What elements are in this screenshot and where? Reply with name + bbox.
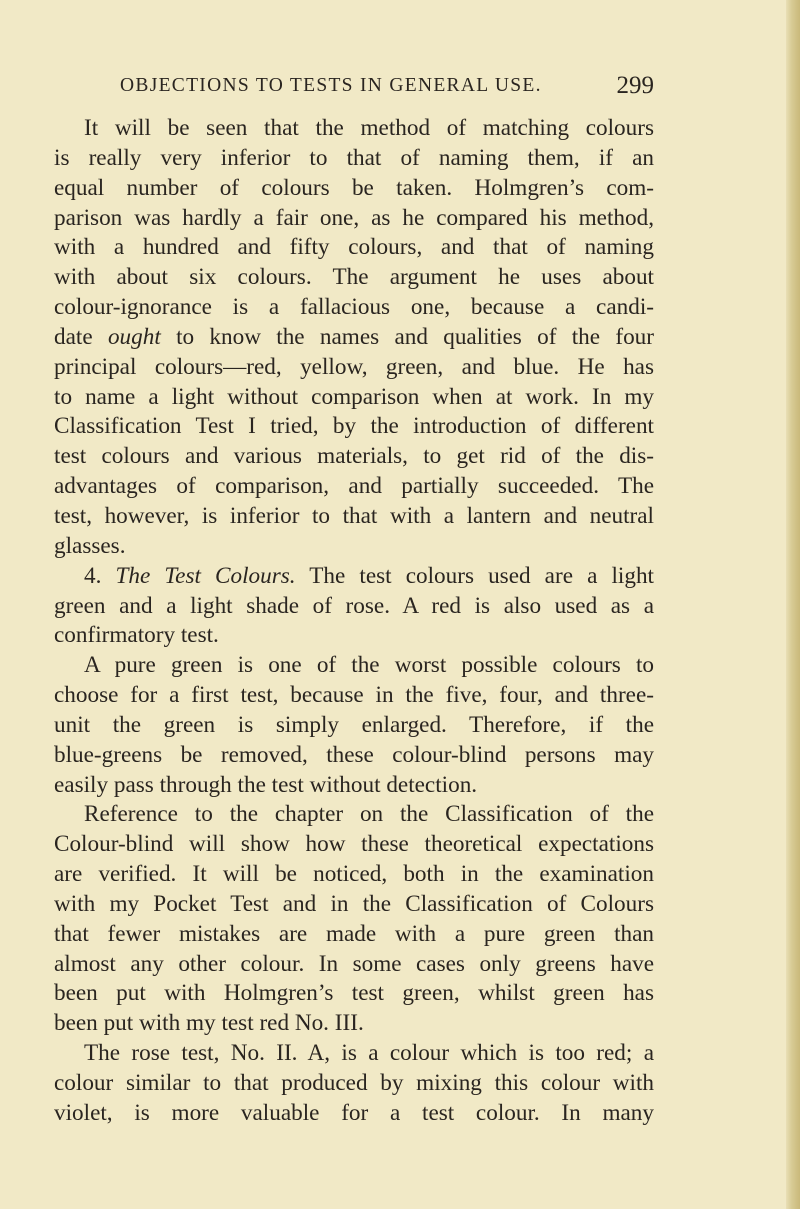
text-line: with about six colours. The argument he uses about — [54, 264, 654, 291]
text-line: with my Pocket Test and in the Classification of Colours — [54, 890, 654, 917]
text-line: that fewer mistakes are made with a pure green than — [54, 920, 654, 947]
text-line: The rose test, No. II. A, is a colour which is too red; a — [84, 1040, 654, 1067]
text-line: test colours and various materials, to get rid of the dis- — [54, 443, 654, 470]
text-line: Reference to the chapter on the Classification of the — [84, 801, 654, 828]
text-line: violet, is more valuable for a test colour. In many — [54, 1099, 654, 1126]
text-line: almost any other colour. In some cases only greens have — [54, 950, 654, 977]
text-run: The test colours used are a light — [295, 562, 654, 589]
text-line: colour-ignorance is a fallacious one, because a candi- — [54, 294, 654, 321]
text-line — [54, 323, 654, 353]
text-line: is really very inferior to that of naming them, if an — [54, 144, 654, 171]
text-line: easily pass through the test without detection. — [54, 771, 478, 798]
section-title: The Test Colours. — [115, 562, 296, 589]
text-line: with a hundred and fifty colours, and that of naming — [54, 234, 654, 261]
text-line: It will be seen that the method of matching colours — [84, 115, 654, 141]
text-line: advantages of comparison, and partially succeeded. The — [54, 473, 654, 500]
text-line: principal colours—red, yellow, green, and blue. He has — [54, 353, 654, 380]
text-line: equal number of colours be taken. Holmgren’s com- — [54, 174, 654, 201]
text-line: glasses. — [54, 532, 126, 559]
section-number: 4. — [84, 562, 102, 589]
italic-text: ought — [107, 323, 161, 350]
text-line: to name a light without comparison when at work. In my — [54, 383, 654, 410]
page-edge — [786, 0, 800, 1209]
text-line: A pure green is one of the worst possible colours to — [84, 652, 654, 679]
section-heading-line — [54, 562, 654, 592]
running-head — [120, 70, 654, 102]
text-line: confirmatory test. — [54, 622, 219, 649]
text-run: date — [54, 323, 108, 350]
text-line: colour similar to that produced by mixing this colour with — [54, 1070, 654, 1096]
text-line: Colour-blind will show how these theoretical expectations — [54, 831, 654, 858]
running-title: OBJECTIONS TO TESTS IN GENERAL USE. — [120, 75, 542, 96]
page-number: 299 — [616, 72, 654, 99]
text-run: to know the names and qualities of the four — [160, 323, 654, 350]
text-line: choose for a first test, because in the five, four, and three- — [54, 682, 654, 709]
text-line: been put with my test red No. III. — [54, 1010, 364, 1037]
text-line: Classification Test I tried, by the introduction of different — [54, 413, 654, 440]
text-line: green and a light shade of rose. A red is also used as a — [54, 592, 654, 619]
text-line: been put with Holmgren’s test green, whilst green has — [54, 980, 654, 1007]
text-line: blue-greens be removed, these colour-blind persons may — [54, 741, 654, 768]
text-line: test, however, is inferior to that with a lantern and neutral — [54, 502, 654, 529]
text-line: parison was hardly a fair one, as he compared his method, — [54, 204, 654, 231]
text-line: are verified. It will be noticed, both in the examination — [54, 861, 654, 888]
body-text — [54, 114, 654, 1129]
text-line: unit the green is simply enlarged. Therefore, if the — [54, 711, 654, 738]
